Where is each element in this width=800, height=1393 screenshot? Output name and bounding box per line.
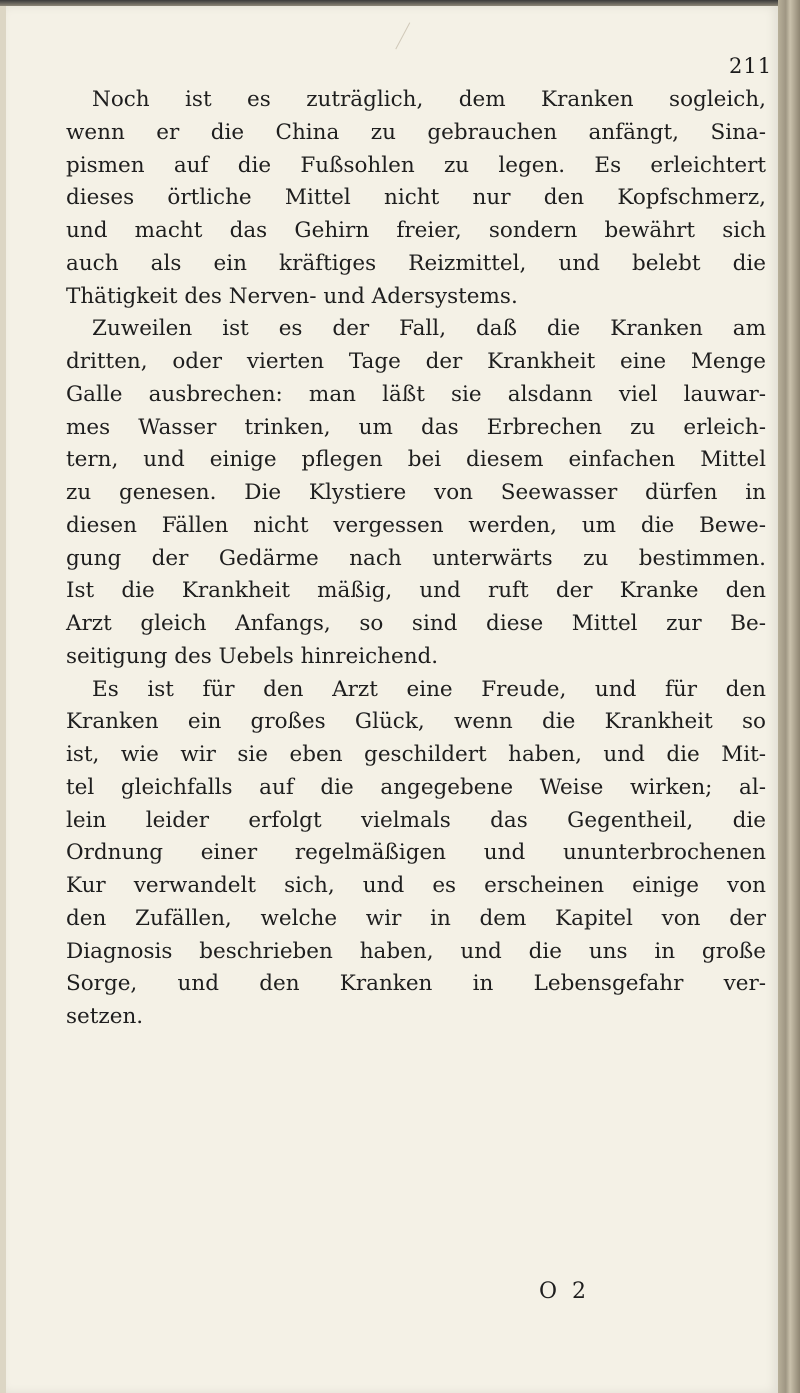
text-line: Noch ist es zuträglich, dem Kranken sogleich, bbox=[92, 87, 766, 112]
text-line: ist, wie wir sie eben geschildert haben, und die Mit- bbox=[66, 742, 766, 767]
text-line: tern, und einige pflegen bei diesem einfachen Mittel bbox=[66, 447, 766, 473]
text-line: dritten, oder vierten Tage der Krankheit eine Menge bbox=[66, 349, 766, 374]
paragraph-1 bbox=[66, 84, 766, 313]
text-line: Diagnosis beschrieben haben, und die uns in große bbox=[66, 938, 766, 964]
paragraph-3 bbox=[66, 674, 766, 1034]
text-line: mes Wasser trinken, um das Erbrechen zu erleich- bbox=[66, 414, 766, 440]
text-line: Kur verwandelt sich, und es erscheinen einige von bbox=[66, 873, 766, 898]
text-line: lein leider erfolgt vielmals das Gegentheil, die bbox=[66, 807, 766, 833]
text-line: pismen auf die Fußsohlen zu legen. Es erleichtert bbox=[66, 152, 766, 178]
text-line: Galle ausbrechen: man läßt sie alsdann viel lauwar- bbox=[66, 381, 766, 407]
text-line: gung der Gedärme nach unterwärts zu bestimmen. bbox=[66, 545, 766, 571]
text-line: Es ist für den Arzt eine Freude, und für den bbox=[92, 676, 766, 702]
page-number: 211 bbox=[729, 54, 773, 78]
text-line: auch als ein kräftiges Reizmittel, und belebt die bbox=[66, 250, 766, 276]
book-page bbox=[6, 6, 778, 1393]
signature-mark: O 2 bbox=[539, 1279, 591, 1304]
text-line: Ist die Krankheit mäßig, und ruft der Kranke den bbox=[66, 578, 766, 604]
text-line: diesen Fällen nicht vergessen werden, um die Bewe- bbox=[66, 512, 766, 538]
text-line: tel gleichfalls auf die angegebene Weise wirken; al- bbox=[66, 774, 766, 800]
text-line: seitigung des Uebels hinreichend. bbox=[66, 643, 439, 669]
paragraph-2 bbox=[66, 313, 766, 673]
page-body bbox=[66, 84, 766, 1034]
text-line: setzen. bbox=[66, 1004, 144, 1029]
text-line: zu genesen. Die Klystiere von Seewasser dürfen in bbox=[66, 480, 766, 505]
text-line: und macht das Gehirn freier, sondern bewährt sich bbox=[66, 218, 766, 243]
text-line: den Zufällen, welche wir in dem Kapitel von der bbox=[66, 905, 766, 931]
page-edge bbox=[778, 0, 800, 1393]
text-line: wenn er die China zu gebrauchen anfängt, Sina- bbox=[66, 119, 766, 145]
text-line: Arzt gleich Anfangs, so sind diese Mittel zur Be- bbox=[66, 611, 766, 636]
ink-mark bbox=[395, 22, 429, 59]
text-line: Sorge, und den Kranken in Lebensgefahr ver- bbox=[66, 971, 766, 997]
text-line: Zuweilen ist es der Fall, daß die Kranken am bbox=[92, 316, 766, 342]
text-line: dieses örtliche Mittel nicht nur den Kopfschmerz, bbox=[66, 185, 766, 211]
text-line: Kranken ein großes Glück, wenn die Krankheit so bbox=[66, 709, 766, 735]
text-line: Thätigkeit des Nerven- und Adersystems. bbox=[66, 283, 518, 309]
text-line: Ordnung einer regelmäßigen und ununterbrochenen bbox=[66, 840, 766, 866]
